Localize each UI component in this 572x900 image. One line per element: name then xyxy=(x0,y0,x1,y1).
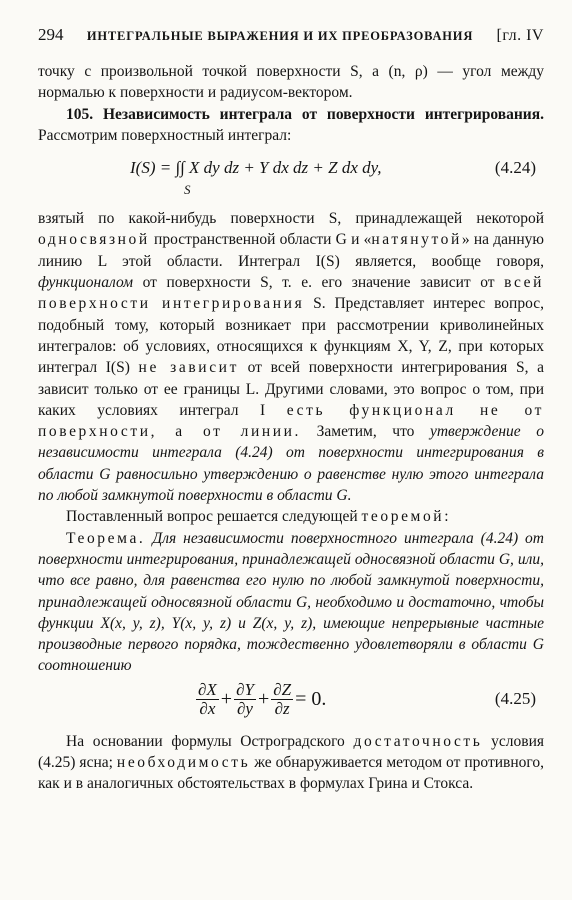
theorem-label: Теорема. xyxy=(66,529,146,547)
text-run: от всей поверхности интегрирования S, а зависит только от ее границы L. Другими словами, это вопрос о том, при каких условиях интеграл I xyxy=(38,359,544,419)
spaced-term: натянутой xyxy=(371,231,462,249)
intro-paragraph: точку с произвольной точкой поверхности S, а (n, ρ) — угол между нормалью к поверхности и радиусом-вектором. xyxy=(38,63,544,102)
fraction-dx xyxy=(196,681,219,718)
text-run: условия (4.25) ясна; xyxy=(38,732,544,772)
plus-sign: + xyxy=(220,687,233,710)
formula-expression xyxy=(196,681,328,718)
spaced-term: достаточность xyxy=(353,732,483,750)
spaced-term: не зависит xyxy=(138,359,239,377)
body-paragraph-3 xyxy=(38,731,544,795)
chapter-label: [гл. IV xyxy=(496,27,544,44)
text-run: » на данную линию L этой области. Интеграл I(S) является, вообще говоря, xyxy=(38,231,544,270)
denominator: ∂y xyxy=(237,698,253,718)
text-run: же обнаруживается методом от противного, как и в аналогичных обстоятельствах в формулах Грина и Стокса. xyxy=(38,754,544,793)
page-number: 294 xyxy=(38,25,64,44)
fraction-dy xyxy=(234,681,256,718)
text-run: взятый по какой-нибудь поверхности S, принадлежащей некоторой xyxy=(38,210,544,228)
text-run: от поверхности S, т. е. его значение зависит от xyxy=(133,274,505,292)
italic-term: функционалом xyxy=(38,274,133,292)
equals-zero: = 0. xyxy=(295,687,327,710)
formula-subscript: S xyxy=(184,182,191,198)
numerator: ∂X xyxy=(198,679,217,699)
text-run: Заметим, что xyxy=(301,423,430,441)
page-header xyxy=(38,24,544,47)
running-title: ИНТЕГРАЛЬНЫЕ ВЫРАЖЕНИЯ И ИХ ПРЕОБРАЗОВАНИЯ xyxy=(86,29,474,43)
spacer xyxy=(38,721,544,731)
theorem-text: Для независимости поверхностного интеграла (4.24) от поверхности интегрирования, принадлежащей односвязной области G, или, что все равно, для равенства его нулю по любой замкнутой поверхности, принадлежащей односвязной области G, необходимо и достаточно, чтобы функции X(x, y, z), Y(x, y, z) и Z(x, y, z), имеющие непрерывные частные производные первого порядка, тождественно удовлетворяли в области G соотношению xyxy=(38,529,544,675)
spaced-term: необходимость xyxy=(116,754,251,772)
formula-4-25 xyxy=(38,677,544,721)
theorem-paragraph xyxy=(38,528,544,677)
text-run: На основании формулы Остроградского xyxy=(66,732,354,750)
formula-4-24 xyxy=(38,146,544,208)
italic-statement: утверждение о независимости интеграла (4.24) от поверхности интегрирования в области G равносильно утверждению о равенстве нулю этого интеграла по любой замкнутой поверхности в области G. xyxy=(38,423,544,505)
text-run: S. Представляет интерес вопрос, подобный тому, который возникает при рассмотрении криволинейных интегралов: об условиях, относящихся к функциям X, Y, Z, при которых интеграл I(S) xyxy=(38,295,544,377)
body-paragraph-2 xyxy=(38,506,544,527)
equation-number: (4.24) xyxy=(494,158,536,178)
fraction-dz xyxy=(271,681,293,718)
plus-sign: + xyxy=(257,687,270,710)
spaced-term: всей поверхности интегрирования xyxy=(38,274,544,313)
text-run: пространственной области G и « xyxy=(149,231,372,249)
denominator: ∂x xyxy=(199,698,216,718)
numerator: ∂Y xyxy=(236,679,254,699)
spaced-term: односвязной xyxy=(38,231,150,249)
equation-number: (4.25) xyxy=(494,688,536,708)
section-title: 105. Независимость интеграла от поверхности интегрирования. xyxy=(66,105,544,123)
text-run: Поставленный вопрос решается следующей xyxy=(66,508,362,526)
section-paragraph xyxy=(38,104,544,147)
spaced-term: теоремой: xyxy=(361,508,452,526)
spaced-term: есть функционал не от поверхности, а от линии. xyxy=(38,401,545,441)
numerator: ∂Z xyxy=(273,679,292,699)
denominator: ∂z xyxy=(274,698,290,718)
body-paragraph-1 xyxy=(38,208,544,506)
formula-expression: I(S) = ∫∫ X dy dz + Y dx dz + Z dx dy, xyxy=(130,158,382,178)
section-lead: Рассмотрим поверхностный интеграл: xyxy=(38,126,292,144)
